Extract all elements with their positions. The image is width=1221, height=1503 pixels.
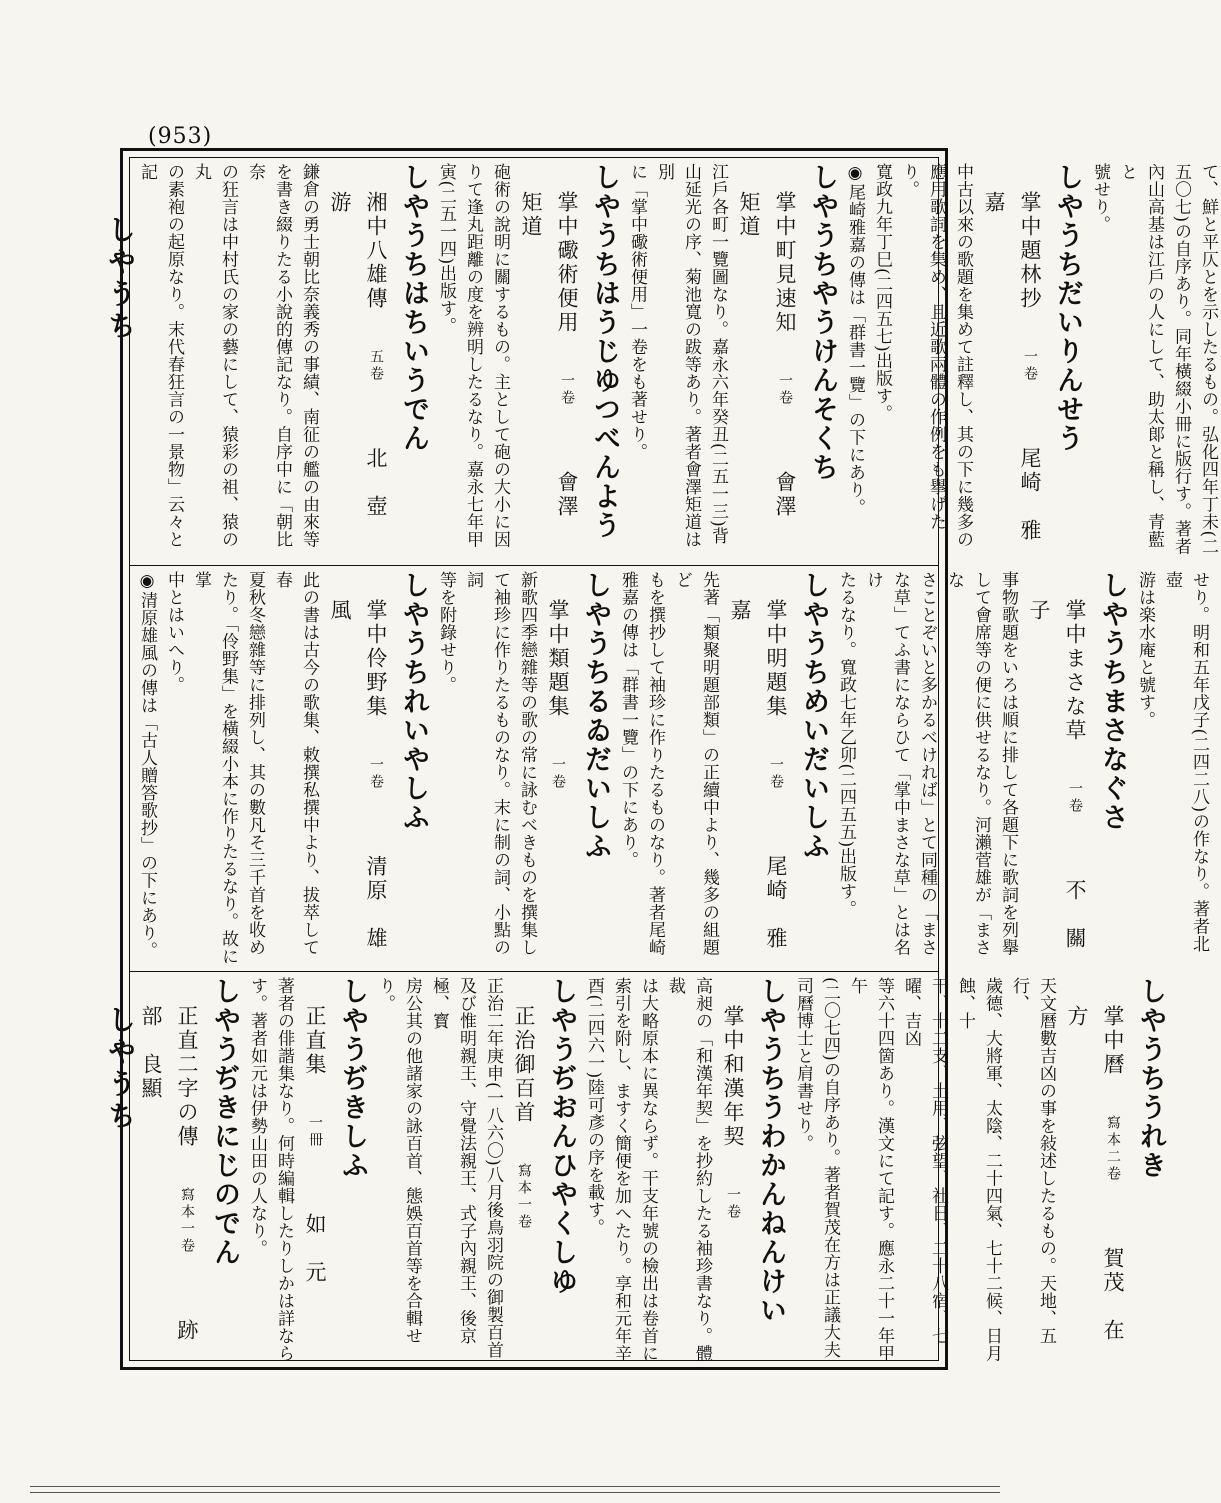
entry-volume: 寫本二卷: [1105, 1115, 1121, 1183]
entry-volume: 一卷: [777, 373, 793, 407]
entry-heading: しやうちだいりんせう: [1052, 163, 1083, 453]
entry-author: 如 元: [303, 1213, 327, 1285]
entry-title-line: [322, 163, 394, 561]
text-line: 雅嘉の傳は「群書一覽」の下にあり。: [618, 571, 638, 869]
entry-author: 清原 雄風: [328, 599, 388, 951]
text-line: 房公其の他諸家の詠百首、態娛百首等を合輯せり。: [375, 977, 422, 1345]
text-line: さことぞいと多かるべければ」とて同種の「まさ: [917, 571, 937, 956]
entry-author: 會澤 矩道: [519, 191, 579, 543]
entry-volume: 一卷: [368, 757, 384, 791]
text-line: 應用歌詞を集め、且近歌兩體の作例をも擧げたり。: [899, 163, 946, 531]
entry-title-line: [722, 571, 794, 967]
entry-title-line: [540, 571, 576, 967]
text-line: 及び惟明親王、守覺法親王、式子內親王、後京極、寳: [429, 977, 476, 1345]
text-line: を書き綴りたる小說的傳記なり。自序中に「朝比奈: [245, 163, 292, 548]
running-head-bottom: しやうち: [104, 1005, 137, 1133]
entry-title-line: [133, 977, 205, 1363]
text-line: 中とはいへり。: [164, 571, 184, 694]
entry-volume: 一卷: [1022, 349, 1038, 383]
text-line: な草」てふ書にならひて「掌中まさな草」とは名け: [863, 571, 910, 956]
text-line: 著者の俳諧集なり。何時編輯したりしかは詳なら: [274, 977, 294, 1362]
band-top: [133, 163, 1218, 561]
entry-volume: 一卷: [725, 1187, 741, 1221]
entry-author: 尾崎 雅嘉: [982, 191, 1042, 543]
text-line: たり。「伶野集」を橫綴小本に作りたるなり。故に掌: [191, 571, 238, 965]
band-divider: [129, 971, 939, 972]
text-line: 寬政九年丁巳(二四五七)出版す。: [872, 163, 892, 423]
text-line: ◉尾崎雅嘉の傳は「群書一覽」の下にあり。: [845, 163, 865, 516]
band-divider: [129, 565, 939, 566]
running-head-top: しやうち: [104, 215, 137, 343]
text-line: もを撰抄して袖珍に作りたるものなり。著者尾崎: [645, 571, 665, 956]
entry-title-line: [731, 163, 803, 561]
band-middle: [133, 571, 1209, 975]
band-bottom-columns: [133, 977, 1169, 1363]
entry-title: 掌中曆: [1101, 1005, 1125, 1077]
text-line: 中古以來の歌題を集めて註釋し、其の下に幾多の: [953, 163, 973, 548]
text-line: 酉(二四六一)陸可彥の序を載す。: [584, 977, 604, 1237]
text-line: して會席等の便に供せるなり。河瀨菅雄が「まさな: [944, 571, 991, 956]
entry-title: 掌中礮術便用: [555, 191, 579, 335]
entry-volume: 一卷: [1067, 781, 1083, 815]
text-line: 正治二年庚申(一八六〇)八月後鳥羽院の御製百首: [483, 977, 503, 1359]
entry-heading: しやうぢきにじのでん: [209, 977, 240, 1267]
text-line: 江戶各町一覽圖なり。嘉永六年癸丑(二五一三)背: [708, 163, 728, 545]
entry-title: 掌中類題集: [546, 599, 570, 719]
entry-title: 正治御百首: [512, 1005, 536, 1125]
text-line: たるなり。寬政七年乙卯(二四五五)出版す。: [836, 571, 856, 918]
text-line: 干、十二支、土用、弦望、社日、二十八宿、七曜、吉凶: [901, 977, 948, 1345]
band-bottom: [133, 977, 1166, 1363]
entry-heading: しやうちれいやしふ: [398, 571, 429, 832]
text-line: りて逢丸距離の度を辨明したるなり。嘉永七年甲: [463, 163, 483, 548]
entry-title: 掌中まさな草: [1063, 599, 1087, 743]
text-line: て、鮮と平仄とを示したるもの。弘化四年丁未(二: [1198, 163, 1218, 556]
text-line: 司曆博士と肩書せり。: [793, 977, 813, 1152]
entry-heading: しやうぢきしふ: [337, 977, 368, 1180]
entry-author: 不 關 子: [1027, 599, 1087, 975]
entry-heading: しやうぢおんひやくしゆ: [546, 977, 577, 1296]
text-line: 夏秋冬戀雜等に排列し、其の數凡そ三千首を收め: [245, 571, 265, 956]
entry-author: 跡部 良顯: [139, 1005, 199, 1343]
entry-heading: しやうちうわかんねんけい: [755, 977, 786, 1325]
text-line: 等を附錄せり。: [436, 571, 456, 694]
entry-title-line: [513, 163, 585, 561]
text-line: 號せり。: [1090, 163, 1110, 233]
entry-title: 湘中八雄傳: [364, 191, 388, 311]
scan-edge-line: [30, 1486, 1000, 1487]
entry-author: 會澤 矩道: [737, 191, 797, 543]
text-line: て袖珍に作りたるものなり。末に制の詞、小點の詞: [463, 571, 510, 956]
entry-title-line: [976, 163, 1048, 561]
text-line: す。著者如元は伊勢山田の人なり。: [247, 977, 267, 1257]
text-line: 山延光の序、菊池寬の跋等あり。著者會澤矩道は別: [654, 163, 701, 548]
entry-heading: しやうちめいだいしふ: [798, 571, 829, 861]
band-middle-columns: [133, 571, 1212, 975]
page-number: (953): [148, 124, 213, 149]
entry-volume: 一冊: [307, 1115, 323, 1149]
text-frame: [120, 148, 1218, 1370]
entry-heading: しやうちまさなぐさ: [1097, 571, 1128, 832]
text-line: 索引を附し、ますく簡便を加へたり。享和元年辛: [611, 977, 631, 1362]
entry-author: 北 壺 游: [328, 191, 388, 543]
entry-title-line: [715, 977, 751, 1363]
entry-title-line: [506, 977, 542, 1363]
scan-edge-line: [30, 1492, 1000, 1493]
entry-title: 掌中町見速知: [773, 191, 797, 335]
text-line: 事物歌題をいろは順に排して各題下に歌詞を列擧: [998, 571, 1018, 956]
text-line: 天文曆數吉凶の事を敍述したるもの。天地、五行、: [1009, 977, 1056, 1345]
text-line: 游は楽水庵と號す。: [1135, 571, 1155, 729]
entry-volume: 寫本一卷: [179, 1187, 195, 1255]
text-line: (二〇七四)の自序あり。著者賀茂在方は正議大夫: [820, 977, 840, 1359]
entry-volume: 五卷: [368, 349, 384, 383]
entry-title: 掌中題林抄: [1018, 191, 1042, 311]
text-line: は大略原本に異ならず。干支年號の檢出は卷首に: [638, 977, 658, 1362]
entry-volume: 一卷: [559, 373, 575, 407]
text-line: 先著「類聚明題部類」の正續中より、幾多の組題ど: [672, 571, 719, 956]
entry-title: 掌中伶野集: [364, 599, 388, 719]
text-line: 高昶の「和漢年契」を抄約したる袖珍書なり。體裁: [665, 977, 712, 1362]
entry-author: 尾崎 雅嘉: [728, 599, 788, 951]
entry-title: 正直二字の傳: [175, 1005, 199, 1149]
entry-title: 正直集: [303, 1005, 327, 1077]
text-line: 等六十四箇あり。漢文にて記す。應永二十一年甲午: [847, 977, 894, 1362]
text-line: 寅(二五一四)出版す。: [436, 163, 456, 335]
text-line: 新歌四季戀雜等の歌の常に詠むべきものを撰集し: [517, 571, 537, 956]
text-line: 鎌倉の勇士朝比奈義秀の事績、南征の艦の由來等: [299, 163, 319, 548]
band-top-columns: [133, 163, 1221, 561]
entry-title: 掌中明題集: [764, 599, 788, 719]
entry-volume: 一卷: [550, 757, 566, 791]
entry-volume: 一卷: [768, 757, 784, 791]
text-line: 此の書は古今の歌集、敕撰私撰中より、拔萃して春: [272, 571, 319, 956]
entry-heading: しやうちはうじゆつべんよう: [589, 163, 620, 540]
entry-volume: 寫本一卷: [516, 1163, 532, 1231]
text-line: の素袍の起原なり。末代春狂言の一景物」云々と記: [137, 163, 184, 548]
entry-title-line: [297, 977, 333, 1363]
text-line: 內山高基は江戶の人にして、助太郞と稱し、青藍と: [1117, 163, 1164, 548]
entry-title-line: [1021, 571, 1093, 975]
entry-title-line: [322, 571, 394, 967]
text-line: 砲術の說明に關するもの。主として砲の大小に因: [490, 163, 510, 548]
text-line: に「掌中礮術便用」一卷をも著せり。: [627, 163, 647, 461]
entry-title-line: [1059, 977, 1131, 1363]
entry-heading: しやうちはちいうでん: [398, 163, 429, 453]
entry-title: 掌中和漢年契: [721, 1005, 745, 1149]
text-line: 五〇七)の自序あり。同年橫綴小冊に版行す。著者: [1171, 163, 1191, 556]
text-line: せり。明和五年戊子(二四二八)の作なり。著者北壺: [1162, 571, 1209, 953]
text-line: ◉清原雄風の傳は「古人贈答歌抄」の下にあり。: [137, 571, 157, 959]
text-line: 歲德、大將軍、太陰、二十四氣、七十二候、日月蝕、十: [955, 977, 1002, 1362]
entry-heading: しやうちうれき: [1135, 977, 1166, 1180]
text-line: の狂言は中村氏の家の藝にして、猿彩の祖、猿の丸: [191, 163, 238, 548]
entry-heading: しやうちやうけんそくち: [807, 163, 838, 482]
entry-author: 賀茂 在方: [1065, 1005, 1125, 1343]
entry-heading: しやうちるゐだいしふ: [580, 571, 611, 861]
